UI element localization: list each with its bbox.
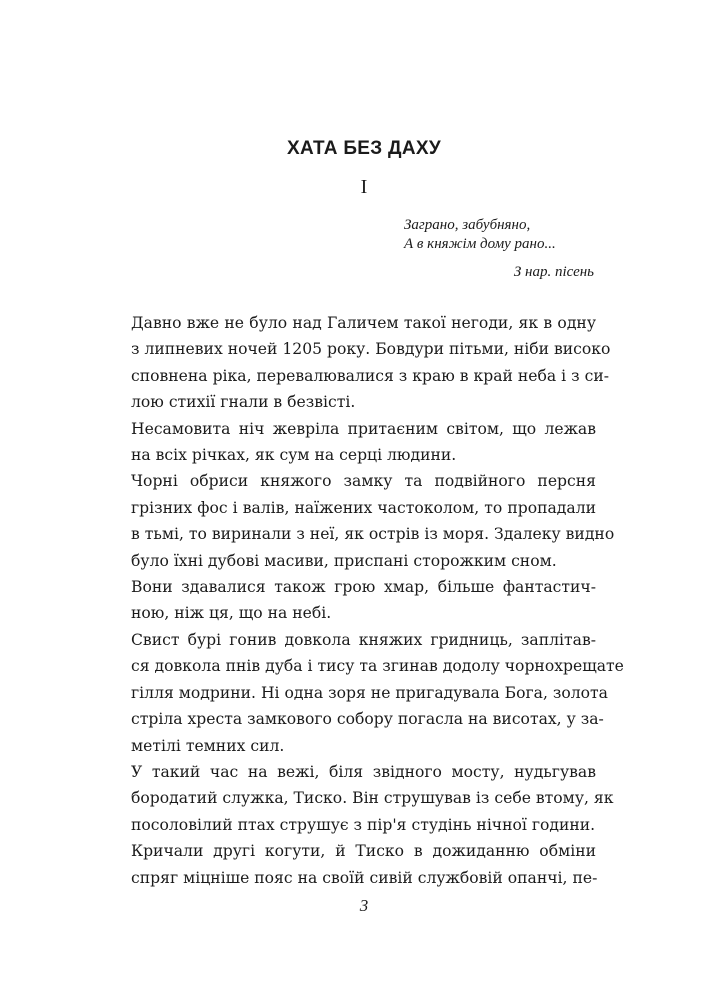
text-line: грізних фос і валів, наїжених частоколом, то пропадали: [131, 498, 596, 517]
text-line: Несамовита ніч жевріла притаєним світом, що лежав: [131, 419, 596, 438]
text-line: Вони здавалися також грою хмар, більше фантастич-: [131, 578, 596, 597]
page-number: 3: [359, 896, 369, 915]
epigraph-source: З нар. пісень: [513, 264, 594, 280]
paragraph: [131, 838, 596, 891]
text-line: бородатий служка, Тиско. Він струшував із себе втому, як: [131, 789, 614, 808]
text-line: Кричали другі когути, й Тиско в дожиданню обміни: [131, 842, 596, 861]
body-text: [131, 310, 624, 891]
text-line: ся довкола пнів дуба і тису та згинав додолу чорнохрещате: [131, 657, 624, 676]
epigraph-line: А в княжім дому рано...: [404, 236, 556, 252]
text-line: стріла хреста замкового собору погасла на висотах, у за-: [131, 710, 604, 729]
paragraph: [131, 759, 614, 838]
paragraph: [131, 468, 615, 574]
text-line: У такий час на вежі, біля звідного мосту, нудьгував: [131, 762, 596, 781]
text-line: Давно вже не було над Галичем такої негоди, як в одну: [131, 314, 596, 332]
paragraph: [131, 574, 596, 627]
text-line: спряг міцніше пояс на своїй сивій службовій опанчі, пе-: [131, 868, 598, 887]
part-number: I: [360, 176, 368, 198]
text-line: лою стихії гнали в безвісті.: [131, 393, 356, 412]
epigraph-line: Заграно, забубняно,: [404, 217, 531, 233]
chapter-title: ХАТА БЕЗ ДАХУ: [286, 138, 442, 159]
text-line: посоловілий птах струшує з пір'я студінь нічної години.: [131, 815, 596, 834]
text-line: Свист бурі гонив довкола княжих гридниць, заплітав-: [131, 630, 596, 649]
paragraph: [131, 627, 624, 759]
text-line: ною, ніж ця, що на небі.: [131, 604, 332, 623]
paragraph: [131, 310, 611, 416]
text-line: було їхні дубові масиви, приспані сторожким сном.: [131, 551, 557, 570]
text-line: на всіх річках, як сум на серці людини.: [131, 446, 457, 465]
text-line: сповнена ріка, перевалювалися з краю в край неба і з си-: [131, 366, 609, 385]
text-line: гілля модрини. Ні одна зоря не пригадувала Бога, золота: [131, 683, 608, 702]
text-line: Чорні обриси княжого замку та подвійного персня: [131, 472, 596, 491]
text-line: з липневих ночей 1205 року. Бовдури пітьми, ніби високо: [131, 340, 611, 359]
paragraph: [131, 416, 596, 469]
text-line: метілі темних сил.: [131, 736, 285, 755]
text-line: в тьмі, то виринали з неї, як острів із моря. Здалеку видно: [131, 525, 615, 544]
epigraph: [404, 216, 594, 282]
